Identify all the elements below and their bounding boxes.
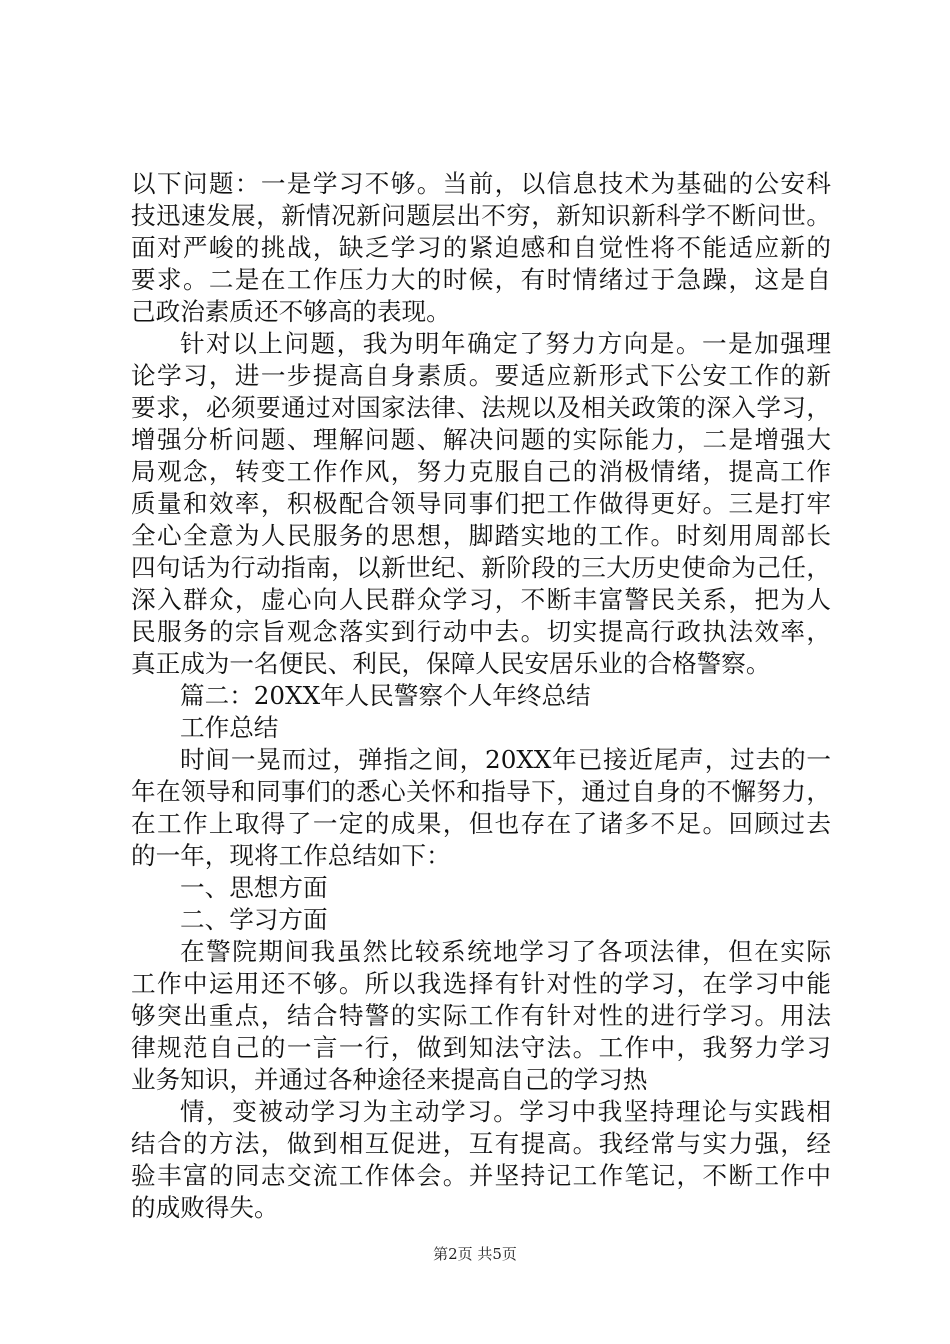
text-line: 论学习，进一步提高自身素质。要适应新形式下公安工作的新 bbox=[131, 361, 831, 390]
text-line: 局观念，转变工作作风，努力克服自己的消极情绪，提高工作 bbox=[131, 457, 831, 486]
text-line: 要求。二是在工作压力大的时候，有时情绪过于急躁，这是自 bbox=[131, 265, 831, 294]
text-line: 的成败得失。 bbox=[131, 1193, 279, 1222]
text-line: 己政治素质还不够高的表现。 bbox=[131, 297, 451, 326]
text-line: 结合的方法，做到相互促进，互有提高。我经常与实力强，经 bbox=[131, 1129, 831, 1158]
text-line: 要求，必须要通过对国家法律、法规以及相关政策的深入学习， bbox=[131, 393, 831, 422]
document-body bbox=[131, 168, 831, 1224]
text-line: 业务知识，并通过各种途径来提高自己的学习热 bbox=[131, 1065, 648, 1094]
text-line: 在工作上取得了一定的成果，但也存在了诸多不足。回顾过去 bbox=[131, 809, 831, 838]
text-line: 质量和效率，积极配合领导同事们把工作做得更好。三是打牢 bbox=[131, 489, 831, 518]
text-line: 篇二：20XX年人民警察个人年终总结 bbox=[180, 681, 591, 710]
text-line: 年在领导和同事们的悉心关怀和指导下，通过自身的不懈努力， bbox=[131, 777, 831, 806]
text-line: 面对严峻的挑战，缺乏学习的紧迫感和自觉性将不能适应新的 bbox=[131, 233, 831, 262]
text-line: 以下问题：一是学习不够。当前，以信息技术为基础的公安科 bbox=[131, 169, 831, 198]
text-line: 二、学习方面 bbox=[180, 905, 328, 934]
text-line: 深入群众，虚心向人民群众学习，不断丰富警民关系，把为人 bbox=[131, 585, 831, 614]
text-line: 在警院期间我虽然比较系统地学习了各项法律，但在实际 bbox=[180, 937, 831, 966]
text-line: 技迅速发展，新情况新问题层出不穷，新知识新科学不断问世。 bbox=[131, 201, 831, 230]
text-line: 工作总结 bbox=[180, 713, 279, 742]
text-line: 全心全意为人民服务的思想，脚踏实地的工作。时刻用周部长 bbox=[131, 521, 831, 550]
page-footer: 第2页 共5页 bbox=[433, 1245, 517, 1263]
text-line: 够突出重点，结合特警的实际工作有针对性的进行学习。用法 bbox=[131, 1001, 831, 1030]
text-line: 律规范自己的一言一行，做到知法守法。工作中，我努力学习 bbox=[131, 1033, 831, 1062]
text-line: 真正成为一名便民、利民，保障人民安居乐业的合格警察。 bbox=[131, 649, 771, 678]
text-line: 时间一晃而过，弹指之间，20XX年已接近尾声，过去的一 bbox=[180, 745, 831, 774]
text-line: 的一年，现将工作总结如下： bbox=[131, 841, 451, 870]
text-line: 一、思想方面 bbox=[180, 873, 328, 902]
text-line: 增强分析问题、理解问题、解决问题的实际能力，二是增强大 bbox=[131, 425, 831, 454]
text-line: 验丰富的同志交流工作体会。并坚持记工作笔记，不断工作中 bbox=[131, 1161, 831, 1190]
text-line: 情，变被动学习为主动学习。学习中我坚持理论与实践相 bbox=[180, 1097, 831, 1126]
text-line: 工作中运用还不够。所以我选择有针对性的学习，在学习中能 bbox=[131, 969, 831, 998]
text-line: 针对以上问题，我为明年确定了努力方向是。一是加强理 bbox=[180, 329, 831, 358]
text-line: 民服务的宗旨观念落实到行动中去。切实提高行政执法效率， bbox=[131, 617, 831, 646]
text-line: 四句话为行动指南，以新世纪、新阶段的三大历史使命为己任， bbox=[131, 553, 831, 582]
